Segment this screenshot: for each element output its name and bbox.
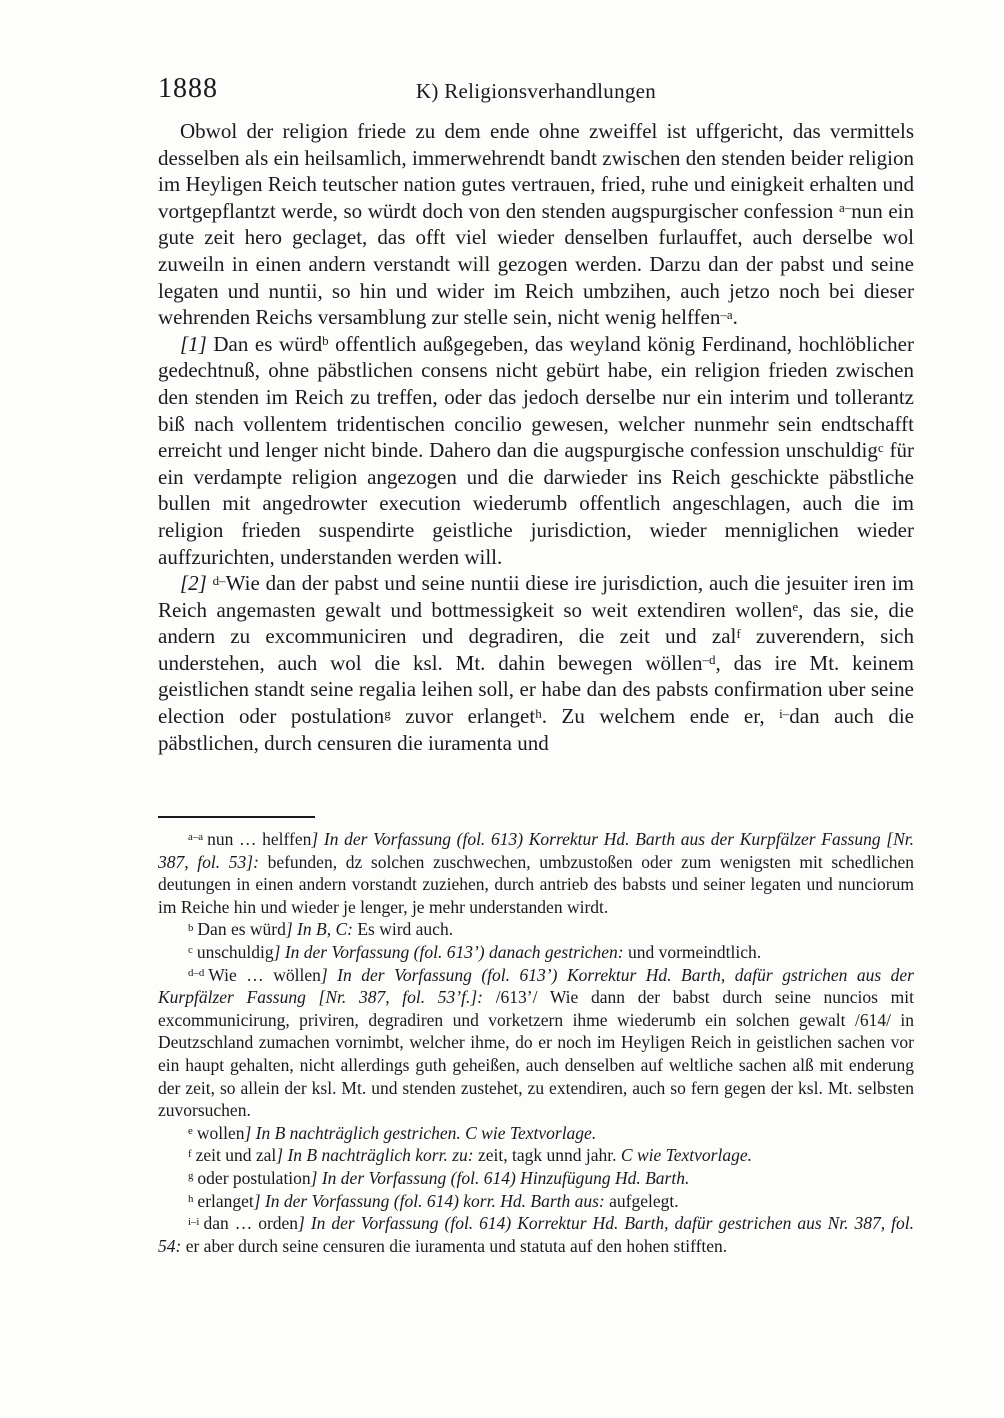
text-segment: dan auch die päbstlichen, durch censuren die iuramenta und (158, 704, 914, 755)
superscript-note-ref: h (535, 705, 542, 721)
footnote-marker: i–i (188, 1215, 200, 1228)
text-segment: , das sie, die andern zu excommuniciren und degradiren, die zeit und zal (158, 597, 914, 649)
text-segment: für ein verdampte religion angezogen und die darwieder ins Reich geschickte päbstliche bullen mit angedrowter execution wiederumb offentlich angeschlagen, auch die im religion frieden suspendirte geistliche jurisdiction, wieder menniglichen wieder auffzurichten, understanden werden will. (158, 438, 914, 569)
text-segment (207, 571, 213, 595)
text-segment: ] In der Vorfassung (fol. 614) Korrektur Hd. Barth, dafür gestrichen aus Nr. 387, fol. 54: (158, 1213, 914, 1256)
text-segment: zeit und zal (195, 1145, 277, 1166)
superscript-note-ref: f (736, 625, 741, 641)
text-segment: [1] (180, 331, 207, 356)
text-segment: [2] (180, 571, 207, 596)
superscript-note-ref: a– (838, 200, 852, 216)
footnote-separator-rule (158, 816, 315, 818)
text-segment: ] In der Vorfassung (fol. 614) korr. Hd. Barth aus: (253, 1190, 610, 1211)
running-title: K) Religionsverhandlungen (415, 79, 657, 103)
text-segment: . Zu welchem ende er, (541, 704, 780, 729)
superscript-note-ref: b (322, 333, 329, 349)
footnote-marker: d–d (188, 967, 205, 980)
body-paragraph (158, 331, 914, 570)
superscript-note-ref: –d (702, 652, 716, 668)
superscript-note-ref: i– (779, 705, 790, 721)
footnote-marker: e (188, 1125, 193, 1138)
text-segment: offentlich außgegeben, das weyland könig Ferdinand, hochlöblicher gedechtnuß, ohne päbstlichen consens nicht gebürt habe, ein religion frieden zwischen den stenden im Reich zu treffen, oder das jedoch derselbe nur ein interim und tollerantz biß nach vollentem tridentischen concilio gewesen, welcher nunmehr sein endtschafft erreicht und lenger nicht binde. Dahero dan die augspurgische confession unschuldig (158, 331, 914, 463)
text-segment: zuvor erlanget (390, 704, 536, 729)
text-segment: Dan es würd (197, 919, 286, 940)
text-segment: erlanget (197, 1190, 254, 1211)
text-segment: nun … helffen (207, 829, 312, 849)
text-segment: er aber durch seine censuren die iuramenta und statuta auf den hohen stifften. (185, 1235, 728, 1256)
text-segment: dan … orden (203, 1213, 299, 1234)
body-paragraph (158, 118, 914, 331)
footnote (158, 941, 914, 964)
text-segment: , das ire Mt. keinem geistlichen standt seine regalia leihen soll, er habe dan des pabsts confirmation uber seine election oder postulation (158, 650, 914, 729)
text-segment: Wie dan der pabst und seine nuntii diese ire jurisdiction, auch die jesuiter iren im Reich angemasten gewalt und bottmessigkeit so weit extendiren wollen (158, 571, 915, 622)
superscript-note-ref: e (792, 599, 799, 615)
text-segment: C wie Textvorlage. (620, 1145, 752, 1166)
text-segment: wollen (196, 1122, 245, 1143)
text-segment: Es wird auch. (357, 919, 454, 940)
text-segment: nun ein gute zeit hero geclaget, das offt viel wieder denselben furlauffet, auch derselbe wol zuweiln in einen andern verstandt will gezogen werden. Darzu dan der pabst und seine legaten und nuntii, so hin und wider im Reich umbzihen, auch jetzo noch bei dieser wehrenden Reichs versamblung zur stelle sein, nicht wenig helffen (158, 198, 914, 330)
text-segment: Wie … wöllen (208, 964, 321, 985)
body-paragraph (158, 570, 914, 756)
text-segment: ] In B, C: (285, 919, 358, 940)
text-segment: ] In B nachträglich gestrichen. C wie Textvorlage. (244, 1122, 597, 1143)
footnote (158, 1212, 914, 1257)
text-segment: Dan es würd (206, 331, 323, 356)
footnote (158, 964, 914, 1122)
text-segment: . (732, 305, 738, 330)
text-segment: Obwol der religion friede zu dem ende ohne zweiffel ist uffgericht, das vermittels desselben als ein heilsamlich, immerwehrendt bandt zwischen den stenden beider religion im Heyligen Reich teutscher nation gutes vertrauen, fried, ruhe und einigkeit erhalten und vortgepflantzt werde, so würdt doch von den stenden augspurgischer confession (158, 119, 914, 223)
superscript-note-ref: g (384, 705, 391, 721)
text-segment: ] In der Vorfassung (fol. 614) Hinzufügung Hd. Barth. (310, 1167, 690, 1188)
footnotes-section (158, 828, 914, 1257)
footnote-marker: c (188, 944, 193, 957)
superscript-note-ref: –a (720, 306, 733, 322)
text-segment: und vormeindtlich. (627, 941, 762, 962)
superscript-note-ref: c (877, 439, 884, 455)
footnote-marker: f (188, 1147, 192, 1160)
page-number: 1888 (158, 73, 218, 104)
text-segment: zuverendern, sich understehen, auch wol die ksl. Mt. dahin bewegen wöllen (158, 624, 915, 675)
text-segment: ] In der Vorfassung (fol. 613) Korrektur Hd. Barth aus der Kurpfälzer Fassung [Nr. 387, fol. 53]: (158, 829, 914, 872)
footnote-marker: g (188, 1170, 194, 1183)
text-segment: ] In der Vorfassung (fol. 613’) Korrektur Hd. Barth, dafür gstrichen aus der Kurpfälzer Fassung [Nr. 387, fol. 53’f.]: (158, 964, 914, 1008)
footnote (158, 918, 914, 941)
text-segment: befunden, dz solchen zuschwechen, umbzustoßen oder zum wenigsten mit schedlichen deutungen in einen andern vorstandt zuziehen, durch antrieb des babsts und seiner legaten und nunciorum im Reiche hin und wieder je lenger, je mehr understanden wirdt. (158, 851, 914, 917)
footnote (158, 1144, 914, 1167)
superscript-note-ref: d– (212, 572, 226, 588)
footnote-marker: b (188, 921, 194, 934)
text-segment: ] In B nachträglich korr. zu: (276, 1145, 479, 1166)
footnote-marker: a–a (188, 831, 204, 844)
text-segment: unschuldig (196, 941, 274, 962)
text-segment: aufgelegt. (609, 1190, 679, 1211)
body-text (158, 118, 914, 756)
footnote (158, 828, 914, 918)
footnote (158, 1167, 914, 1190)
text-segment: zeit, tagk unnd jahr. (478, 1145, 621, 1166)
text-segment: oder postulation (197, 1167, 311, 1188)
footnote (158, 1190, 914, 1213)
footnote-marker: h (188, 1192, 194, 1205)
footnote (158, 1122, 914, 1145)
text-segment: /613’/ Wie dann der babst durch seine nuncios mit excommunicirung, priviren, degradiren und vorketzern ihme wiederumb ein solchen gewalt /614/ in Deutzschland zumachen vornimbt, welcher ihme, do er noch im Heyligen Reich in geistlichen sachen vor ein haupt gehalten, nicht allerdings guth geheißen, auch denselben auf weltliche sachen alß mit enderung der zeit, so allein der ksl. Mt. und stenden zustehet, zu extendiren, auch so fern gegen der ksl. Mt. selbsten zuvorsuchen. (158, 987, 914, 1121)
text-segment: ] In der Vorfassung (fol. 613’) danach gestrichen: (273, 941, 628, 962)
